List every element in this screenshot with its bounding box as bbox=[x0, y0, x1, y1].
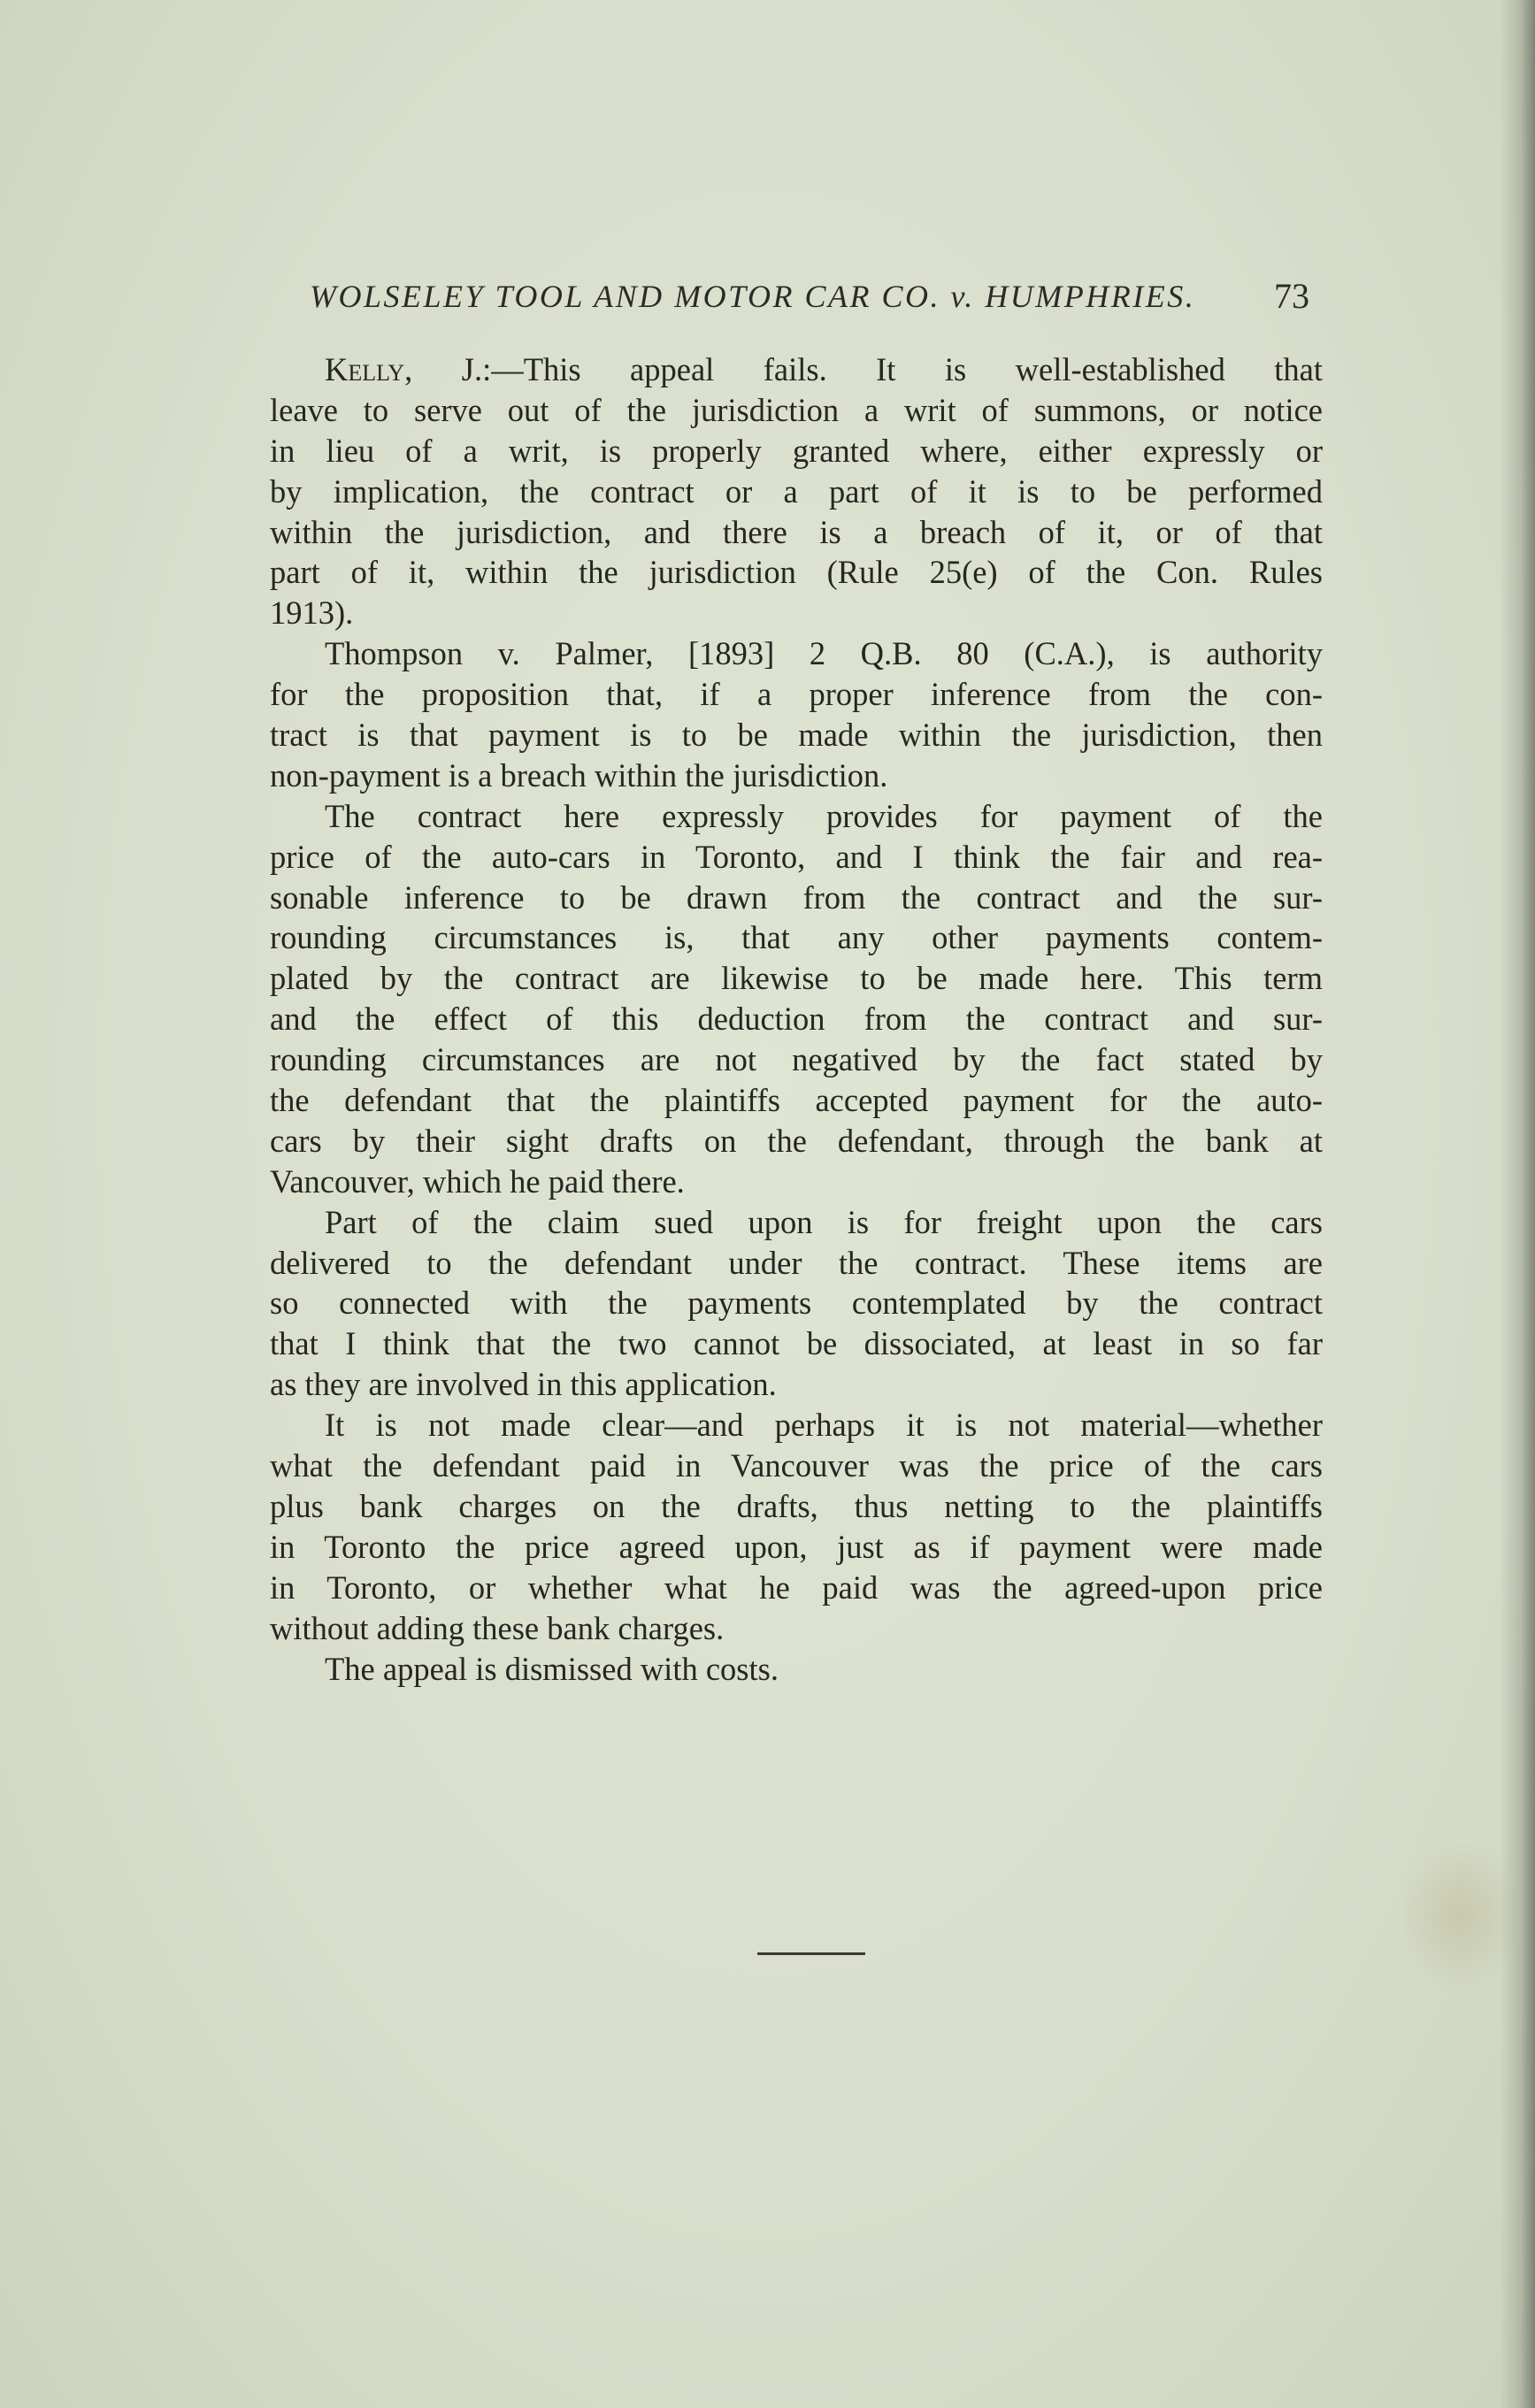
text-line: what the defendant paid in Vancouver was the price of the cars bbox=[270, 1447, 1323, 1484]
text-line: plated by the contract are likewise to be made here. This term bbox=[270, 960, 1323, 997]
text-line: for the proposition that, if a proper inference from the con- bbox=[270, 676, 1323, 713]
body-text bbox=[270, 349, 1323, 1689]
text-line: in Toronto the price agreed upon, just as if payment were made bbox=[270, 1528, 1323, 1565]
text-line: cars by their sight drafts on the defendant, through the bank at bbox=[270, 1122, 1323, 1159]
text-line: sonable inference to be drawn from the contract and the sur- bbox=[270, 878, 1323, 916]
text-line bbox=[270, 349, 1323, 390]
text-line: leave to serve out of the jurisdiction a writ of summons, or notice bbox=[270, 391, 1323, 428]
text-line: Part of the claim sued upon is for freight upon the cars bbox=[325, 1203, 1323, 1240]
section-divider-rule bbox=[757, 1952, 865, 1955]
text-line: rounding circumstances is, that any other payments contem- bbox=[270, 919, 1323, 956]
text-line: tract is that payment is to be made within the jurisdiction, then bbox=[270, 717, 1323, 754]
running-head bbox=[310, 270, 1309, 323]
text-line: part of it, within the jurisdiction (Rule 25(e) of the Con. Rules bbox=[270, 554, 1323, 591]
text-line: as they are involved in this application. bbox=[270, 1366, 777, 1403]
text-line: delivered to the defendant under the contract. These items are bbox=[270, 1244, 1323, 1281]
text-line: that I think that the two cannot be dissociated, at least in so far bbox=[270, 1325, 1323, 1362]
text-line: in Toronto, or whether what he paid was the agreed-upon price bbox=[270, 1568, 1323, 1606]
text-line: 1913). bbox=[270, 594, 354, 632]
running-head-title: WOLSELEY TOOL AND MOTOR CAR CO. v. HUMPHRIES. bbox=[310, 279, 1196, 314]
text-line: so connected with the payments contemplated by the contract bbox=[270, 1285, 1323, 1322]
text-line: the defendant that the plaintiffs accepted payment for the auto- bbox=[270, 1082, 1323, 1119]
line-text: :—This appeal fails. It is well-established that bbox=[482, 351, 1323, 387]
page-gutter-shadow bbox=[1500, 0, 1535, 2408]
text-line: plus bank charges on the drafts, thus netting to the plaintiffs bbox=[270, 1487, 1323, 1524]
text-line: Vancouver, which he paid there. bbox=[270, 1162, 685, 1200]
text-line: in lieu of a writ, is properly granted where, either expressly or bbox=[270, 432, 1323, 469]
judge-name: Kelly, J. bbox=[325, 351, 483, 387]
text-line: by implication, the contract or a part of it is to be performed bbox=[270, 472, 1323, 510]
paper-stain bbox=[1398, 1840, 1522, 1990]
text-line: within the jurisdiction, and there is a breach of it, or of that bbox=[270, 513, 1323, 550]
text-line: price of the auto-cars in Toronto, and I think the fair and rea- bbox=[270, 838, 1323, 875]
text-line: and the effect of this deduction from the contract and sur- bbox=[270, 1001, 1323, 1038]
text-line: without adding these bank charges. bbox=[270, 1609, 725, 1646]
text-line: It is not made clear—and perhaps it is not material—whether bbox=[325, 1407, 1323, 1444]
page-number: 73 bbox=[1274, 276, 1309, 316]
text-line: non-payment is a breach within the jurisdiction. bbox=[270, 756, 888, 794]
text-line: Thompson v. Palmer, [1893] 2 Q.B. 80 (C.A.), is authority bbox=[325, 635, 1323, 672]
text-line: The appeal is dismissed with costs. bbox=[325, 1650, 779, 1687]
text-line: rounding circumstances are not negatived by the fact stated by bbox=[270, 1041, 1323, 1078]
text-line: The contract here expressly provides for payment of the bbox=[325, 797, 1323, 834]
